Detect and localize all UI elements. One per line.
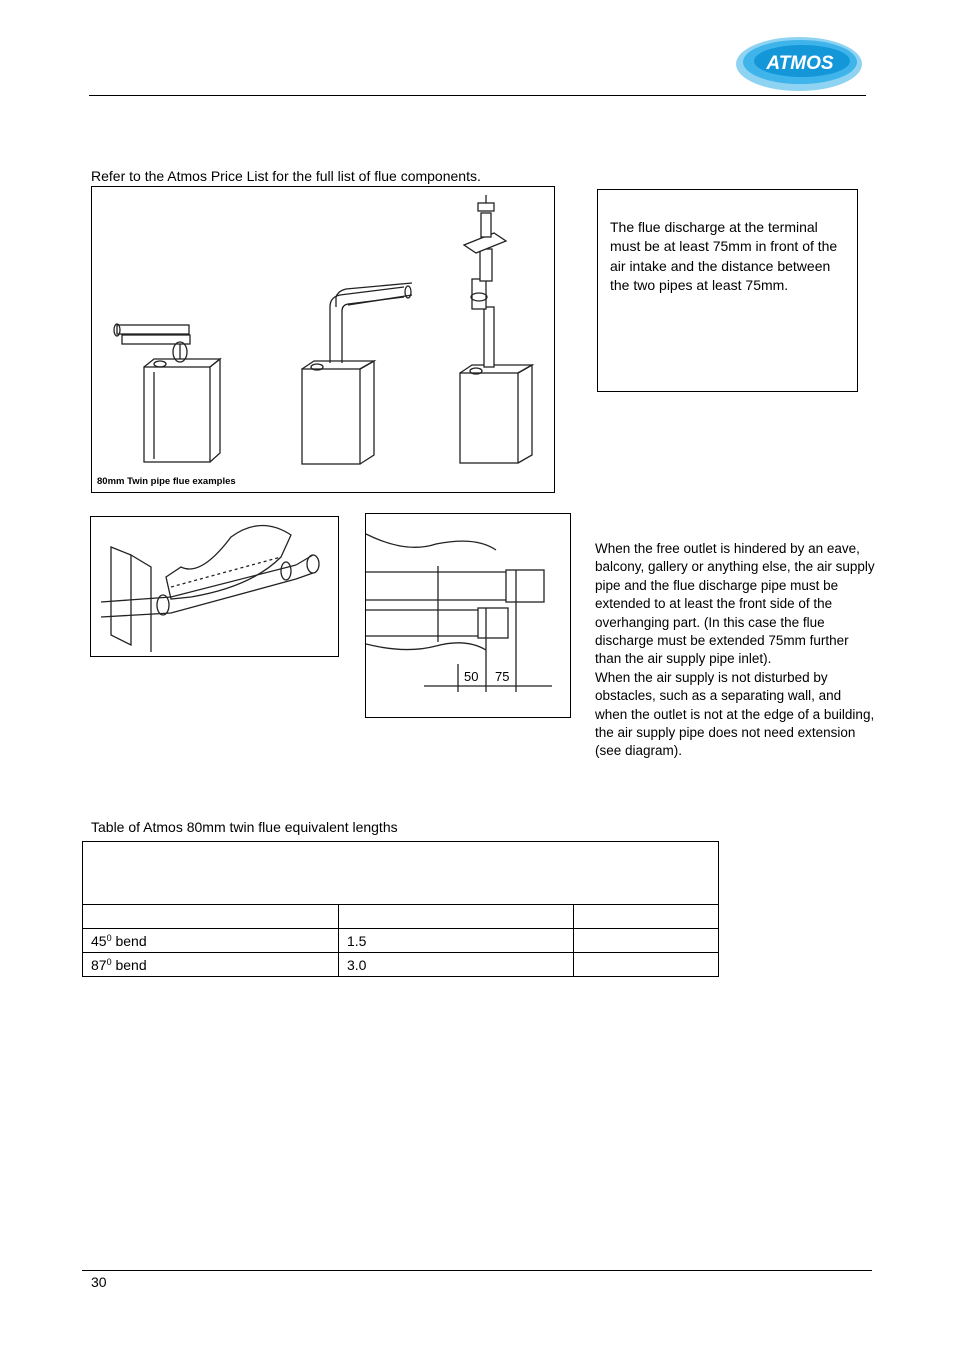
table-cell xyxy=(574,929,719,953)
table-cell-value: 3.0 xyxy=(339,953,574,977)
equivalent-length-table xyxy=(82,841,719,977)
intro-text: Refer to the Atmos Price List for the full list of flue components. xyxy=(91,168,481,184)
table-row xyxy=(83,929,719,953)
note-text: The flue discharge at the terminal must be at least 75mm in front of the air intake and the distance between the two pipes at least 75mm. xyxy=(610,219,838,294)
table-cell xyxy=(339,905,574,929)
dimension-label-75: 75 xyxy=(495,669,510,684)
note-box xyxy=(597,189,858,392)
figure-flue-examples xyxy=(91,186,555,493)
logo-text: ATMOS xyxy=(766,53,834,74)
table-title: Table of Atmos 80mm twin flue equivalent lengths xyxy=(91,819,398,835)
table-row xyxy=(83,953,719,977)
table-row xyxy=(83,905,719,929)
footer-rule xyxy=(82,1270,872,1271)
table-cell-value: 1.5 xyxy=(339,929,574,953)
table-cell xyxy=(83,905,339,929)
boiler-vertical-bend-flue-drawing xyxy=(302,283,412,464)
table-header-row xyxy=(83,842,719,905)
boiler-horizontal-flue-drawing xyxy=(114,324,220,462)
table-cell xyxy=(574,905,719,929)
side-text-paragraph-2: When the air supply is not disturbed by obstacles, such as a separating wall, and when the outlet is not at the edge of a building, the air supply pipe does not need extension (see diagram). xyxy=(595,669,875,759)
table-cell xyxy=(574,953,719,977)
figure-pipe-under-eave xyxy=(90,516,339,657)
table-cell-fitting: $45^0$ bend xyxy=(83,929,339,953)
figure-caption: 80mm Twin pipe flue examples xyxy=(97,476,236,487)
header-rule xyxy=(89,95,866,96)
page-number: 30 xyxy=(91,1274,107,1290)
boiler-vertical-roof-flue-drawing xyxy=(460,195,532,463)
table-header-cell xyxy=(83,842,719,905)
side-text-paragraph-1: When the free outlet is hindered by an eave, balcony, gallery or anything else, the air supply pipe and the flue discharge pipe must be extended to at least the front side of the overhanging part. (In this case the flue discharge must be extended 75mm further than the air supply pipe inlet). xyxy=(595,541,875,667)
header-logo xyxy=(734,34,864,92)
side-text xyxy=(595,540,877,761)
dimension-label-50: 50 xyxy=(464,669,479,684)
figure-pipe-offset-dimensions xyxy=(365,513,571,718)
table-cell-fitting: $87^0$ bend xyxy=(83,953,339,977)
